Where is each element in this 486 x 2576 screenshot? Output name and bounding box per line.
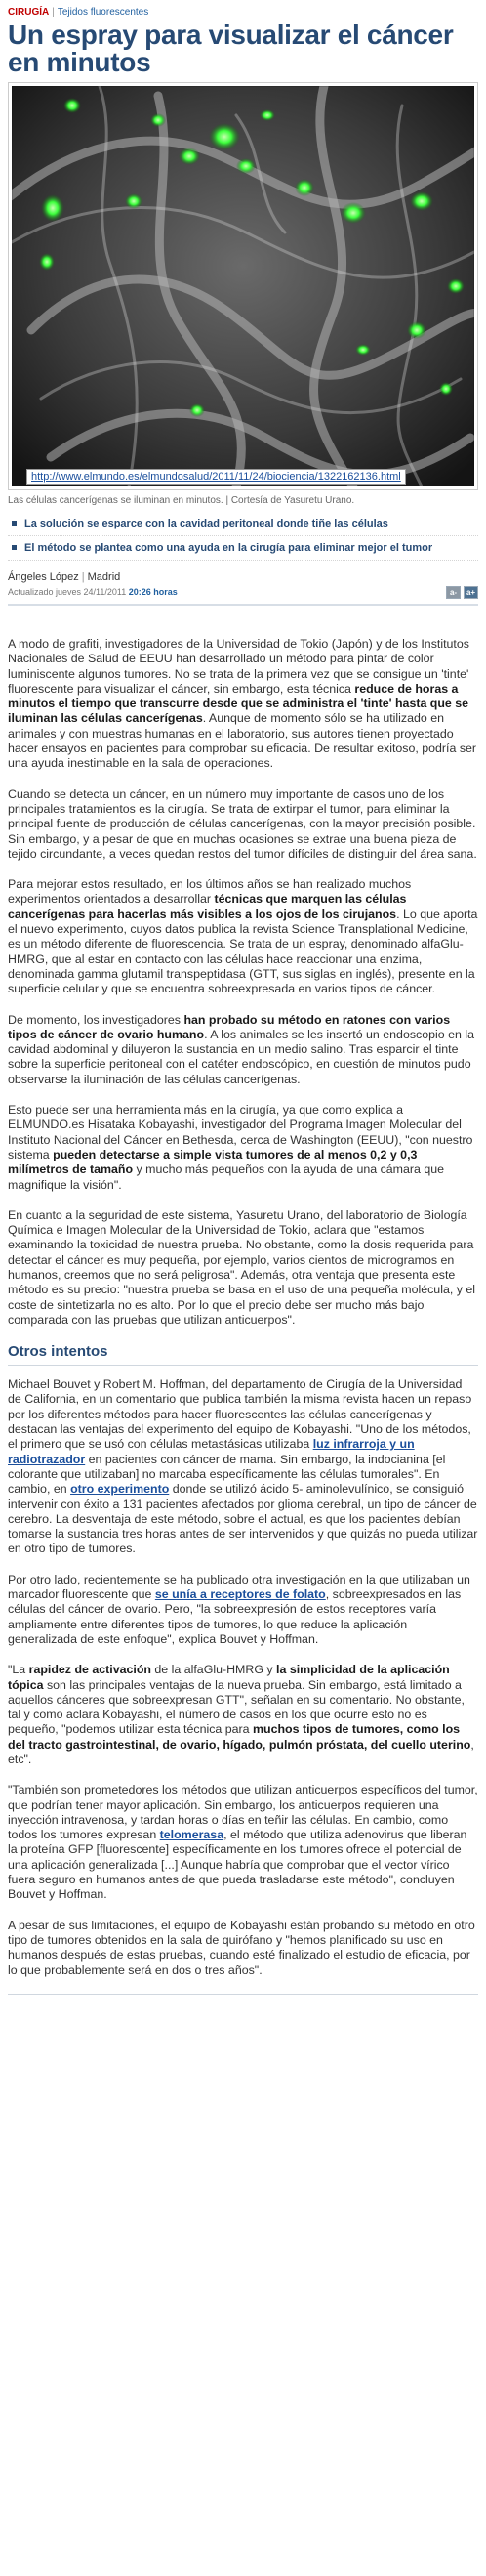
- paragraph-text: en pacientes con cáncer de mama. Sin embargo, la indocianina [el colorante que utilizaban] no marcaba específicamente las células tumorales". En cambio, en: [8, 1452, 446, 1497]
- summary-list: [8, 512, 478, 561]
- bold-text: reduce de horas a minutos el tiempo que transcurre desde que se administra el 'tinte' hasta que se iluminan las células cancerígenas: [8, 681, 469, 726]
- paragraph-text: donde se utilizó ácido 5- aminolevulínico, se consiguió intervenir con éxito a 131 pacientes afectados por glioma cerebral, un tipo de cáncer de cerebro. La desventaja de este método, sobre el actual, es que los pacientes debían tomarse la sustancia tres horas antes de ser intervenidos y que quizás no pueda utilizar en otro tipo de tumores.: [8, 1482, 478, 1556]
- text-size-tools: [446, 586, 478, 599]
- article-photo: [12, 86, 474, 486]
- article-end-divider: [8, 1994, 478, 1995]
- bold-text: pueden detectarse a simple vista tumores de al menos 0,2 y 0,3 milímetros de tamaño: [8, 1147, 418, 1177]
- section-label[interactable]: CIRUGÍA: [8, 7, 50, 18]
- paragraph: [8, 787, 478, 862]
- summary-item: [8, 536, 478, 561]
- headline: Un espray para visualizar el cáncer en minutos: [8, 20, 454, 77]
- updated-label: Actualizado jueves 24/11/2011: [8, 587, 127, 597]
- paragraph-text: . A los animales se les insertó un endoscopio en la cavidad abdominal y diluyeron la sustancia en un medio salino. Tras esparcir el tinte sobre la superficie peritoneal con el catéter endoscópico, en cuestión de minutos pudo observarse la iluminación de las células cancerígenas.: [8, 1027, 474, 1086]
- fluorescence-image: [12, 86, 474, 486]
- summary-text: La solución se esparce con la cavidad peritoneal donde tiñe las células: [24, 518, 388, 529]
- photo-caption: Las células cancerígenas se iluminan en minutos. | Cortesía de Yasuretu Urano.: [8, 495, 355, 506]
- paragraph-text: , sobreexpresados en las células del cáncer de ovario. Pero, "la sobreexpresión de estos receptores varía ampliamente entre diferentes tipos de tumores, lo que reduce la aplicación generalizada de este enfoque", explica Bouvet y Hoffman.: [8, 1587, 462, 1646]
- paragraph: [8, 877, 478, 996]
- article-paragraphs-2: [8, 1377, 478, 1978]
- updated-time: 20:26 horas: [128, 587, 178, 597]
- paragraph: [8, 1013, 478, 1087]
- summary-item: [8, 512, 478, 536]
- subheading-otros-intentos: Otros intentos: [8, 1343, 478, 1366]
- increase-font-button[interactable]: a+: [464, 586, 478, 599]
- paragraph: [8, 1919, 478, 1978]
- summary-bullet-icon: [12, 545, 17, 550]
- bold-text: técnicas que marquen las células cancerígenas para hacerlas más visibles a los ojos de los cirujanos: [8, 892, 407, 921]
- paragraph-text: A pesar de sus limitaciones, el equipo de Kobayashi están probando su método en otro tipo de tumores obtenidos en la sala de quirófano y "hemos planificado su uso en humanos después de estas pruebas, cuando esté finalizado el estudio de eficacia, por lo que probablemente será en dos o tres años".: [8, 1918, 475, 1977]
- inline-link[interactable]: telomerasa: [159, 1828, 224, 1842]
- paragraph-text: Michael Bouvet y Robert M. Hoffman, del departamento de Cirugía de la Universidad de California, en un comentario que publica también la misma revista hacen un repaso por los diferentes métodos para hacer fluorescentes las células cancerígenas y destacan las ventajas del experimento del equipo de Kobayashi. "Uno de los métodos, el primero que se usó con células metastásicas utilizaba: [8, 1377, 472, 1452]
- paragraph: [8, 1208, 478, 1328]
- summary-text: El método se plantea como una ayuda en la cirugía para eliminar mejor el tumor: [24, 542, 433, 554]
- paragraph-text: , el método que utiliza adenovirus que liberan la proteína GFP [fluorescente] específicamente en los tumores ofrece el potencial de una aplicación generalizada [...] Aunque habría que comprobar que el vector vírico fuera seguro en humanos antes de que pueda trasladarse este método", concluyen Bouvet y Hoffman.: [8, 1828, 467, 1902]
- bold-text: la simplicidad de la aplicación tópica: [8, 1663, 450, 1692]
- updated-timestamp: [8, 585, 178, 599]
- paragraph-text: "También son prometedores los métodos que utilizan anticuerpos específicos del tumor, que podrían tener mayor aplicación. Sin embargo, los anticuerpos requieren una inyección intravenosa, y tardan horas o días en teñir las células. En cambio, como todos los tumores expresan: [8, 1783, 478, 1842]
- byline: [8, 570, 478, 606]
- byline-separator: |: [81, 571, 85, 583]
- kicker: [8, 6, 478, 20]
- paragraph: [8, 1783, 478, 1902]
- photo-frame: [8, 82, 478, 490]
- kicker-separator: |: [52, 7, 55, 18]
- bold-text: han probado su método en ratones con varios tipos de cáncer de ovario humano: [8, 1012, 451, 1041]
- paragraph-text: A modo de grafiti, investigadores de la Universidad de Tokio (Japón) y de los Institutos Nacionales de Salud de EEUU han desarrollado un método para pintar de color luminiscente algunos tumores. No se trata de la primera vez que se consigue un 'tinte' fluorescente para visualizar el cáncer, sin embargo, esta técnica: [8, 637, 469, 696]
- byline-divider: [8, 604, 478, 606]
- paragraph-text: En cuanto a la seguridad de este sistema, Yasuretu Urano, del laboratorio de Biología Química e Imagen Molecular de la Universidad de Tokio, aclara que "estamos examinando la toxicidad de nuestra prueba. No obstante, como la dosis requerida para detectar el cáncer es muy pequeña, por ejemplo, varios cientos de microgramos en humanos, creemos que no será peligrosa". Además, otra ventaja que presenta este método es su precio: "nuestra prueba se basa en el uso de una pequeña molécula, y el coste de sintetizarla no es alto. Por lo que el precio debe ser mucho más bajo comparada con las pruebas que utilizan anticuerpos".: [8, 1207, 475, 1327]
- inline-link[interactable]: luz infrarroja y un radiotrazador: [8, 1437, 415, 1466]
- paragraph-text: . Lo que aporta el nuevo experimento, cuyos datos publica la revista Science Transplational Medicine, es un método diferente de fluorescencia. Se trata de un espray, denominado alfaGlu-HMRG, que al estar en contacto con las células hace reaccionar una enzima, denominada gamma glutamil transpeptidasa (GTT, sus siglas en inglés), presente en la superficie celular y que se encuentra sobreexpresada en varios tipos de cáncer.: [8, 907, 478, 996]
- article-paragraphs: [8, 637, 478, 1328]
- inline-link[interactable]: se unía a receptores de folato: [154, 1587, 326, 1602]
- summary-bullet-icon: [12, 521, 17, 526]
- bold-text: rapidez de activación: [28, 1663, 151, 1677]
- paragraph-text: Por otro lado, recientemente se ha publicado otra investigación en la que utilizaban un marcador fluorescente que: [8, 1572, 470, 1602]
- meta-row: [8, 585, 478, 599]
- paragraph-text: son las principales ventajas de la nueva prueba. Sin embargo, está limitado a aquellos cánceres que sobreexpresan GTT", señalan en su comentario. No obstante, tal y como aclara Kobayashi, el número de casos en los que ocurre esto no es pequeño, "podemos utilizar esta técnica para: [8, 1677, 465, 1737]
- paragraph: [8, 1573, 478, 1647]
- article-body: [8, 637, 478, 1995]
- paragraph: [8, 637, 478, 772]
- decrease-font-button[interactable]: a-: [446, 586, 461, 599]
- paragraph-text: "La: [8, 1663, 29, 1677]
- author-name[interactable]: Ángeles López: [8, 571, 79, 583]
- paragraph-text: Cuando se detecta un cáncer, en un número muy importante de casos uno de los principales tratamientos es la cirugía. Se trata de extirpar el tumor, para eliminar la principal fuente de producción de células cancerígenas, con la mayor precisión posible. Sin embargo, y a pesar de que en muchas ocasiones se extrae una buena pieza de tejido circundante, a veces quedan restos del tumor difíciles de distinguir del área sana.: [8, 786, 477, 861]
- paragraph-text: de la alfaGlu-HMRG y: [150, 1663, 277, 1677]
- paragraph: [8, 1663, 478, 1767]
- inline-link[interactable]: otro experimento: [70, 1482, 170, 1497]
- paragraph-text: Para mejorar estos resultado, en los últimos años se han realizado muchos experimentos orientados a desarrollar: [8, 877, 412, 907]
- paragraph-text: Esto puede ser una herramienta más en la cirugía, ya que como explica a ELMUNDO.es Hisataka Kobayashi, investigador del Programa Imagen Molecular del Instituto Nacional del Cáncer en Bethesda, cerca de Washington (EEUU), "con nuestro sistema: [8, 1103, 473, 1161]
- photo-url-overlay[interactable]: http://www.elmundo.es/elmundosalud/2011/11/24/biociencia/1322162136.html: [26, 469, 406, 485]
- bold-text: muchos tipos de tumores, como los del tracto gastrointestinal, de ovario, hígado, pulmón próstata, del cuello uterino: [8, 1722, 471, 1752]
- paragraph-text: , etc".: [8, 1737, 474, 1766]
- paragraph-text: y mucho más pequeños con la ayuda de una cámara que magnifique la visión".: [8, 1162, 444, 1192]
- paragraph: [8, 1103, 478, 1193]
- paragraph: [8, 1377, 478, 1557]
- topic-link[interactable]: Tejidos fluorescentes: [57, 7, 149, 18]
- byline-location: Madrid: [87, 571, 121, 583]
- paragraph-text: . Aunque de momento sólo se ha utilizado en animales y con muestras humanas en el laboratorio, sus autores tienen proyectado hacer ensayos en pacientes para comprobar su eficacia. De resultar exitoso, podría ser una ayuda inestimable en la sala de operaciones.: [8, 711, 477, 771]
- paragraph-text: De momento, los investigadores: [8, 1012, 184, 1027]
